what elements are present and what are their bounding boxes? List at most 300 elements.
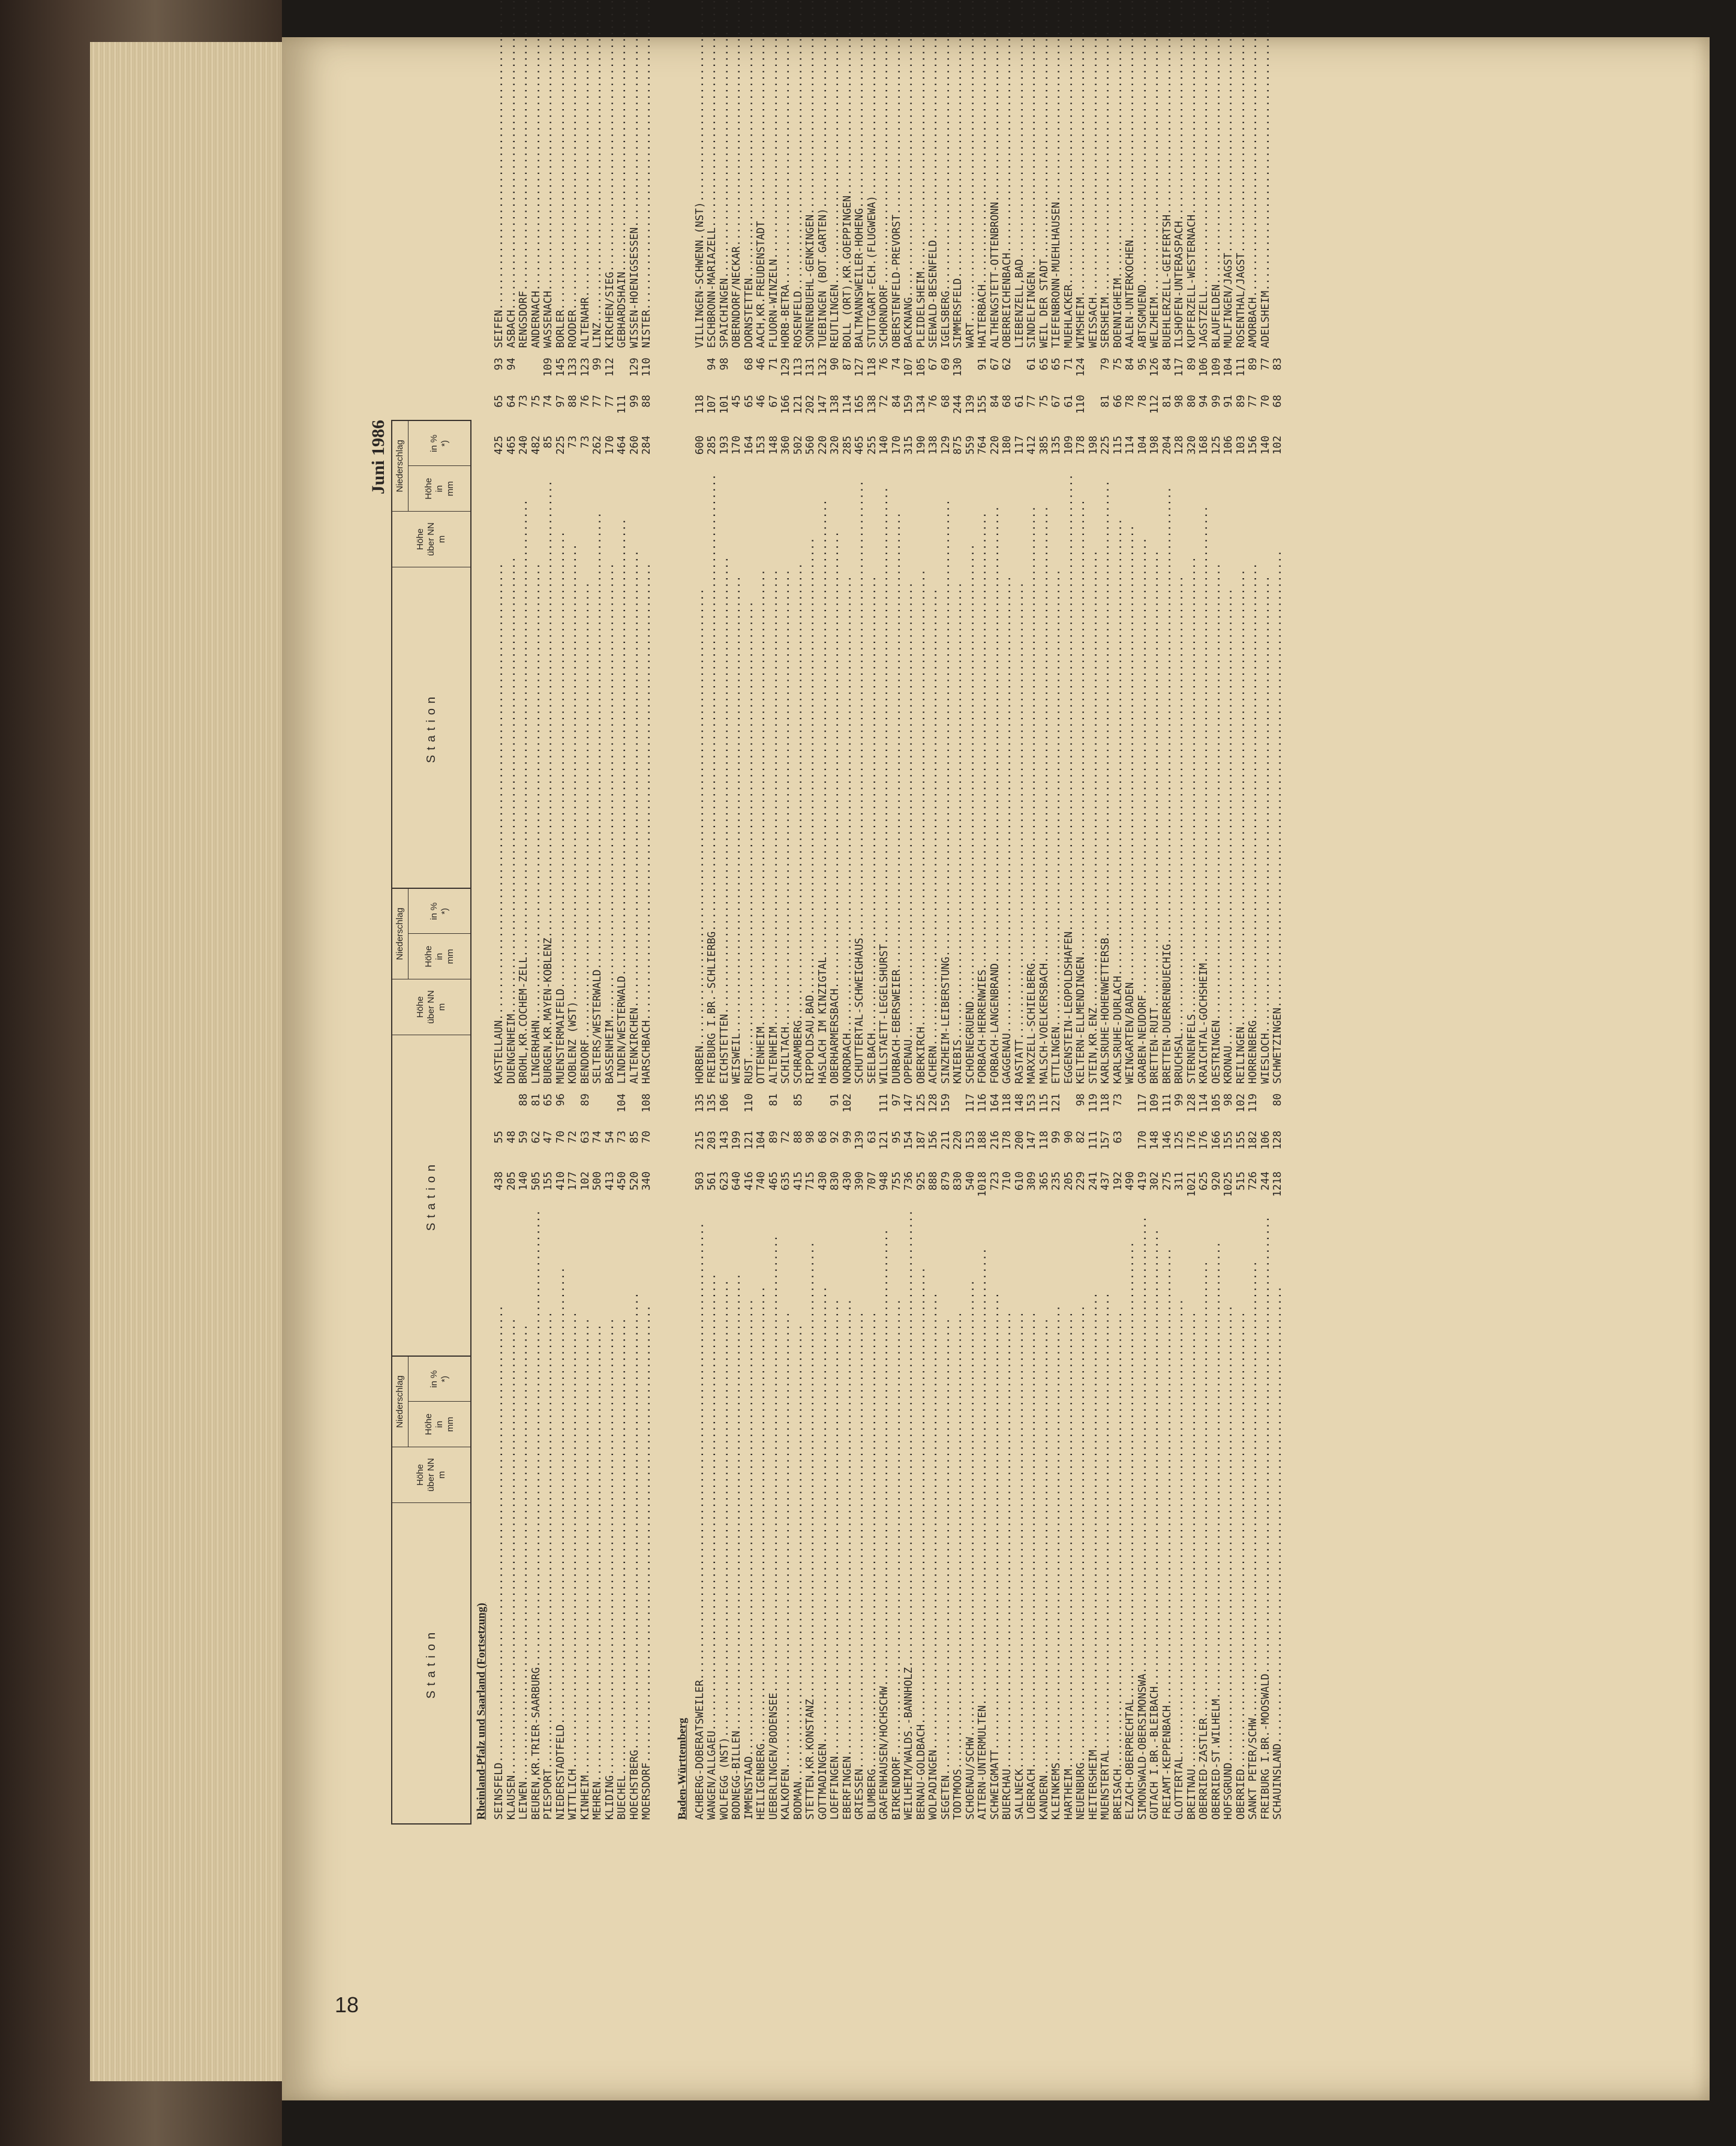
table-row: [903, 1093, 915, 1820]
precipitation-mm: 155: [977, 395, 989, 435]
station-name: AMORBACH .....: [1247, 0, 1260, 348]
table-row: [555, 357, 567, 1084]
precipitation-mm: 121: [878, 1131, 891, 1171]
precipitation-percent: 115: [1038, 1093, 1051, 1131]
precipitation-percent: 69: [940, 357, 953, 395]
precipitation-percent: 131: [804, 357, 817, 395]
precipitation-mm: 99: [842, 1131, 854, 1171]
elevation-value: 168: [1198, 435, 1211, 474]
precipitation-percent: 88: [518, 1093, 530, 1131]
elevation-value: 1021: [1186, 1171, 1199, 1210]
precipitation-mm: 63: [579, 1131, 592, 1171]
table-column: [474, 353, 1452, 1089]
precipitation-mm: 89: [768, 1131, 780, 1171]
station-name: BREISACH .....: [1112, 1210, 1125, 1820]
table-row: [927, 1093, 940, 1820]
precipitation-percent: 124: [1075, 357, 1088, 395]
table-row: [1001, 0, 1014, 348]
precipitation-mm: 104: [755, 1131, 768, 1171]
precipitation-percent: 99: [1173, 1093, 1186, 1131]
precipitation-mm: 147: [817, 395, 830, 435]
elevation-value: 490: [1124, 1171, 1137, 1210]
precipitation-mm: 128: [1272, 1131, 1284, 1171]
elevation-value: 740: [755, 1171, 768, 1210]
table-row: [1247, 0, 1260, 348]
precipitation-percent: 77: [1260, 357, 1272, 395]
header-amount-line2: in: [434, 485, 444, 492]
precipitation-percent: 94: [506, 357, 518, 395]
elevation-value: 285: [842, 435, 854, 474]
station-name: PLEIDELSHEIM .....: [915, 0, 928, 348]
station-name: OESTRINGEN .....: [1211, 474, 1223, 1084]
precipitation-percent: 65: [1050, 357, 1063, 395]
precipitation-mm: 170: [1137, 1131, 1149, 1171]
table-row: [804, 1093, 817, 1820]
precipitation-percent: 164: [989, 1093, 1002, 1131]
station-name: SIMMERSFELD .....: [952, 0, 965, 348]
precipitation-percent: [755, 1093, 768, 1131]
station-name: RASTATT .....: [1014, 474, 1026, 1084]
table-row: [542, 357, 555, 1084]
table-row: [616, 357, 629, 1084]
precipitation-percent: [731, 357, 743, 395]
station-name: LIEBENZELL,BAD .....: [1014, 0, 1026, 348]
station-name: WEILHEIM/WALDS.-BANNHOLZ .....: [903, 1210, 915, 1820]
precipitation-mm: 84: [891, 395, 903, 435]
elevation-value: 610: [1014, 1171, 1026, 1210]
station-name: OPPENAU .....: [903, 474, 915, 1084]
elevation-value: 244: [1260, 1171, 1272, 1210]
elevation-value: 710: [1001, 1171, 1014, 1210]
elevation-value: 140: [1260, 435, 1272, 474]
station-name: NISTER .....: [641, 0, 653, 348]
precipitation-mm: 63: [866, 1131, 879, 1171]
elevation-value: 416: [743, 1171, 756, 1210]
precipitation-mm: 75: [530, 395, 543, 435]
precipitation-percent: 147: [903, 1093, 915, 1131]
elevation-value: 925: [915, 1171, 928, 1210]
table-row: [854, 1093, 866, 1820]
precipitation-mm: 81: [1161, 395, 1174, 435]
elevation-value: 365: [1038, 1171, 1051, 1210]
precipitation-percent: [1014, 357, 1026, 395]
header-precipitation: [392, 421, 470, 511]
table-row: [755, 1093, 768, 1820]
table-row: [555, 0, 567, 348]
elevation-value: 193: [719, 435, 731, 474]
precipitation-mm: 118: [694, 395, 707, 435]
elevation-value: 520: [629, 1171, 641, 1210]
header-percent-line1: in %: [428, 434, 439, 452]
precipitation-percent: 90: [829, 357, 842, 395]
precipitation-mm: 72: [878, 395, 891, 435]
table-row: [965, 357, 977, 1084]
precipitation-percent: 111: [878, 1093, 891, 1131]
precipitation-percent: [616, 357, 629, 395]
table-row: [965, 0, 977, 348]
station-name: SIMONSWALD-OBERSIMONSWA .....: [1137, 1210, 1149, 1820]
station-name: BACKNANG .....: [903, 0, 915, 348]
precipitation-percent: 71: [768, 357, 780, 395]
station-name: OBERRIED-ZASTLER .....: [1198, 1210, 1211, 1820]
elevation-value: 500: [591, 1171, 604, 1210]
table-row: [792, 0, 805, 348]
precipitation-percent: 84: [1124, 357, 1137, 395]
station-name: SONNENBUEHL-GENKINGEN .....: [804, 0, 817, 348]
table-row: [616, 1093, 629, 1820]
elevation-value: 177: [567, 1171, 579, 1210]
table-row: [1075, 0, 1088, 348]
table-row: [780, 0, 792, 348]
elevation-value: 104: [1137, 435, 1149, 474]
precipitation-mm: 101: [719, 395, 731, 435]
precipitation-mm: 55: [493, 1131, 506, 1171]
precipitation-mm: 188: [977, 1131, 989, 1171]
table-row: [878, 1093, 891, 1820]
table-row: [1014, 0, 1026, 348]
header-precipitation-title: Niederschlag: [392, 889, 409, 979]
table-row: [891, 1093, 903, 1820]
station-name: BRETTEN-RUIT .....: [1149, 474, 1161, 1084]
station-name: SCHWEIGMATT .....: [989, 1210, 1002, 1820]
precipitation-mm: 155: [1223, 1131, 1235, 1171]
table-row: [1112, 357, 1125, 1084]
station-name: OBERSTENFELD-PREVORST .....: [891, 0, 903, 348]
station-name: FLUORN-WINZELN .....: [768, 0, 780, 348]
station-name: KANDERN .....: [1038, 1210, 1051, 1820]
header-elevation-line2: über NN: [426, 522, 436, 556]
precipitation-percent: [952, 1093, 965, 1131]
table-body: [474, 196, 1452, 1825]
elevation-value: 625: [1198, 1171, 1211, 1210]
precipitation-mm: 77: [1026, 395, 1038, 435]
elevation-value: 640: [731, 1171, 743, 1210]
precipitation-mm: 165: [854, 395, 866, 435]
table-row: [1038, 1093, 1051, 1820]
header-elevation-line1: Höhe: [415, 996, 425, 1018]
table-row: [493, 357, 506, 1084]
header-amount-line3: mm: [444, 1417, 455, 1432]
precipitation-mm: 74: [542, 395, 555, 435]
table-row: [616, 0, 629, 348]
precipitation-percent: [506, 1093, 518, 1131]
header-percent-line1: in %: [428, 902, 439, 920]
precipitation-mm: 157: [1100, 1131, 1112, 1171]
station-name: KRONAU .....: [1223, 474, 1235, 1084]
precipitation-percent: 80: [1272, 1093, 1284, 1131]
station-name: FREIAMT-KEPPENBACH .....: [1161, 1210, 1174, 1820]
precipitation-mm: 153: [965, 1131, 977, 1171]
station-name: SEELBACH .....: [866, 474, 879, 1084]
table-row: [854, 357, 866, 1084]
station-name: EBERFINGEN .....: [842, 1210, 854, 1820]
header-group: [392, 421, 470, 888]
station-name: OBERKIRCH .....: [915, 474, 928, 1084]
table-row: [965, 1093, 977, 1820]
precipitation-percent: 91: [829, 1093, 842, 1131]
precipitation-percent: 104: [1223, 357, 1235, 395]
precipitation-mm: 62: [530, 1131, 543, 1171]
precipitation-percent: [965, 357, 977, 395]
station-name: BOLL (ORT),KR.GOEPPINGEN .....: [842, 0, 854, 348]
station-name: SINZHEIM-LEIBERSTUNG .....: [940, 474, 953, 1084]
precipitation-percent: 109: [542, 357, 555, 395]
station-name: HARSCHBACH .....: [641, 474, 653, 1084]
elevation-value: 1018: [977, 1171, 989, 1210]
precipitation-percent: [629, 1093, 641, 1131]
precipitation-mm: 95: [891, 1131, 903, 1171]
precipitation-percent: 104: [616, 1093, 629, 1131]
station-name: HORB-BETRA .....: [780, 0, 792, 348]
table-row: [768, 0, 780, 348]
station-name: KASTELLAUN .....: [493, 474, 506, 1084]
elevation-value: 320: [1186, 435, 1199, 474]
table-row: [768, 357, 780, 1084]
table-row: [1124, 0, 1137, 348]
table-row: [1050, 357, 1063, 1084]
table-row: [1161, 0, 1174, 348]
station-name: LINGERHAHN .....: [530, 474, 543, 1084]
table-row: [719, 1093, 731, 1820]
station-name: SCHAUINSLAND .....: [1272, 1210, 1284, 1820]
table-row: [1149, 357, 1161, 1084]
precipitation-percent: 132: [817, 357, 830, 395]
station-name: WEISSACH .....: [1088, 0, 1100, 348]
precipitation-mm: 138: [829, 395, 842, 435]
elevation-value: 140: [518, 1171, 530, 1210]
table-row: [506, 1093, 518, 1820]
precipitation-percent: [1063, 1093, 1076, 1131]
station-name: STUTTGART-ECH.(FLUGWEWA) .....: [866, 0, 879, 348]
table-row: [866, 0, 879, 348]
table-row: [1014, 1093, 1026, 1820]
station-name: MUENSTERMAIFELD .....: [555, 474, 567, 1084]
table-row: [1063, 0, 1076, 348]
precipitation-percent: 76: [878, 357, 891, 395]
station-name: OTTENHEIM .....: [755, 474, 768, 1084]
station-name: SCHILTACH .....: [780, 474, 792, 1084]
table-row: [817, 357, 830, 1084]
station-name: FORBACH-LANGENBRAND .....: [989, 474, 1002, 1084]
elevation-value: 129: [940, 435, 953, 474]
precipitation-percent: [530, 357, 543, 395]
precipitation-mm: 72: [780, 1131, 792, 1171]
precipitation-percent: 46: [755, 357, 768, 395]
table-row: [567, 0, 579, 348]
table-row: [927, 357, 940, 1084]
precipitation-mm: 68: [940, 395, 953, 435]
precipitation-percent: 98: [1223, 1093, 1235, 1131]
elevation-value: 320: [829, 435, 842, 474]
precipitation-mm: 77: [591, 395, 604, 435]
table-row: [641, 0, 653, 348]
elevation-value: 875: [952, 435, 965, 474]
station-name: TIEFENBRONN-MUEHLHAUSEN .....: [1050, 0, 1063, 348]
station-name: AACH,KR.FREUDENSTADT .....: [755, 0, 768, 348]
precipitation-mm: 244: [952, 395, 965, 435]
station-name: BREITNAU .....: [1186, 1210, 1199, 1820]
table-row: [567, 357, 579, 1084]
elevation-value: 736: [903, 1171, 915, 1210]
precipitation-percent: 84: [1161, 357, 1174, 395]
elevation-value: 465: [506, 435, 518, 474]
table-row: [989, 1093, 1002, 1820]
precipitation-percent: 87: [842, 357, 854, 395]
elevation-value: 515: [1235, 1171, 1248, 1210]
precipitation-mm: 65: [743, 395, 756, 435]
precipitation-mm: 78: [1137, 395, 1149, 435]
table-row: [1001, 357, 1014, 1084]
table-row: [1149, 0, 1161, 348]
station-name: OBERRIED .....: [1235, 1210, 1248, 1820]
precipitation-percent: 67: [927, 357, 940, 395]
elevation-value: 284: [641, 435, 653, 474]
station-name: LOERRACH .....: [1026, 1210, 1038, 1820]
station-name: ALTENHEIM .....: [768, 474, 780, 1084]
station-name: GUTACH I.BR.-BLEIBACH .....: [1149, 1210, 1161, 1820]
elevation-value: 180: [1001, 435, 1014, 474]
elevation-value: 425: [493, 435, 506, 474]
table-row: [903, 357, 915, 1084]
elevation-value: 413: [604, 1171, 617, 1210]
elevation-value: 450: [616, 1171, 629, 1210]
precipitation-mm: 139: [965, 395, 977, 435]
station-name: FREIBURG I.BR.-MOOSWALD .....: [1260, 1210, 1272, 1820]
header-precipitation-cols: [409, 421, 470, 511]
month-title: Juni 1986: [368, 420, 388, 495]
precipitation-mm: 147: [1026, 1131, 1038, 1171]
precipitation-percent: 118: [1100, 1093, 1112, 1131]
precipitation-mm: 121: [743, 1131, 756, 1171]
precipitation-percent: 108: [641, 1093, 653, 1131]
table-row: [1173, 0, 1186, 348]
station-name: ALTHENGSTETT-OTTENBRONN .....: [989, 0, 1002, 348]
table-row: [1247, 1093, 1260, 1820]
table-row: [1161, 1093, 1174, 1820]
table-row: [1235, 1093, 1248, 1820]
station-name: ACHERN .....: [927, 474, 940, 1084]
precipitation-percent: [804, 1093, 817, 1131]
table-row: [817, 1093, 830, 1820]
table-row: [1026, 0, 1038, 348]
station-name: SELTERS/WESTERWALD .....: [591, 474, 604, 1084]
table-row: [1026, 357, 1038, 1084]
precipitation-mm: 98: [1173, 395, 1186, 435]
table-row: [989, 357, 1002, 1084]
header-elevation-line2: über NN: [426, 990, 436, 1024]
page: [282, 37, 1710, 2100]
elevation-value: 464: [616, 435, 629, 474]
station-name: WOLFEGG (NST) .....: [719, 1210, 731, 1820]
table-row: [829, 1093, 842, 1820]
precipitation-percent: 117: [1137, 1093, 1149, 1131]
table-row: [1100, 357, 1112, 1084]
table-row: [1211, 1093, 1223, 1820]
precipitation-percent: 107: [903, 357, 915, 395]
precipitation-mm: 81: [1100, 395, 1112, 435]
station-name: SERSHEIM .....: [1100, 0, 1112, 348]
elevation-value: 125: [1211, 435, 1223, 474]
page-edges: [90, 42, 284, 2081]
precipitation-mm: 67: [1050, 395, 1063, 435]
station-name: ALTENAHR .....: [579, 0, 592, 348]
table-row: [706, 1093, 719, 1820]
table-row: [1137, 0, 1149, 348]
precipitation-mm: 138: [866, 395, 879, 435]
station-name: GOTTMADINGEN .....: [817, 1210, 830, 1820]
precipitation-percent: 98: [719, 357, 731, 395]
table-row: [1038, 0, 1051, 348]
region-heading: Baden-Württemberg: [675, 1718, 689, 1820]
station-name: BUECHEL .....: [616, 1210, 629, 1820]
header-group: [392, 888, 470, 1355]
table-row: [878, 0, 891, 348]
precipitation-mm: 146: [1161, 1131, 1174, 1171]
elevation-value: 225: [1100, 435, 1112, 474]
table-row: [1149, 1093, 1161, 1820]
table-row: [1260, 0, 1272, 348]
elevation-value: 419: [1137, 1171, 1149, 1210]
precipitation-percent: 67: [989, 357, 1002, 395]
precipitation-mm: 111: [1088, 1131, 1100, 1171]
station-name: MALSCH-VOELKERSBACH .....: [1038, 474, 1051, 1084]
table-row: [731, 0, 743, 348]
station-name: ROODER .....: [567, 0, 579, 348]
precipitation-mm: 99: [629, 395, 641, 435]
station-name: BODMAN .....: [792, 1210, 805, 1820]
precipitation-percent: 65: [1038, 357, 1051, 395]
header-percent-line2: *): [439, 907, 450, 915]
table-row: [493, 1093, 506, 1820]
precipitation-percent: [854, 1093, 866, 1131]
precipitation-mm: 70: [1260, 395, 1272, 435]
precipitation-mm: 85: [629, 1131, 641, 1171]
elevation-value: 229: [1075, 1171, 1088, 1210]
table-row: [518, 357, 530, 1084]
table-row: [1063, 1093, 1076, 1820]
header-precipitation: [392, 1357, 470, 1447]
station-name: WELZHEIM .....: [1149, 0, 1161, 348]
station-name: KIRCHEN/SIEG .....: [604, 0, 617, 348]
precipitation-mm: 112: [1149, 395, 1161, 435]
station-name: REILINGEN .....: [1235, 474, 1248, 1084]
precipitation-percent: 97: [891, 1093, 903, 1131]
precipitation-mm: 73: [518, 395, 530, 435]
precipitation-mm: 67: [768, 395, 780, 435]
station-name: WISSEN-HOENIGSESSEN .....: [629, 0, 641, 348]
table-row: [915, 0, 928, 348]
header-percent: [409, 421, 470, 466]
table-row: [1112, 0, 1125, 348]
station-name: KLEINKEMS .....: [1050, 1210, 1063, 1820]
table-row: [1198, 0, 1211, 348]
table-row: [743, 1093, 756, 1820]
precipitation-percent: 119: [1088, 1093, 1100, 1131]
precipitation-mm: 125: [1173, 1131, 1186, 1171]
elevation-value: 106: [1223, 435, 1235, 474]
precipitation-percent: 111: [1235, 357, 1248, 395]
precipitation-mm: 88: [792, 1131, 805, 1171]
station-name: EICHSTETTEN .....: [719, 474, 731, 1084]
station-name: MOERSDORF .....: [641, 1210, 653, 1820]
table-row: [952, 0, 965, 348]
header-amount-mm: [409, 934, 470, 979]
table-row: [866, 1093, 879, 1820]
precipitation-mm: 155: [1235, 1131, 1248, 1171]
precipitation-mm: 134: [915, 395, 928, 435]
table-row: [1100, 0, 1112, 348]
table-row: [629, 0, 641, 348]
